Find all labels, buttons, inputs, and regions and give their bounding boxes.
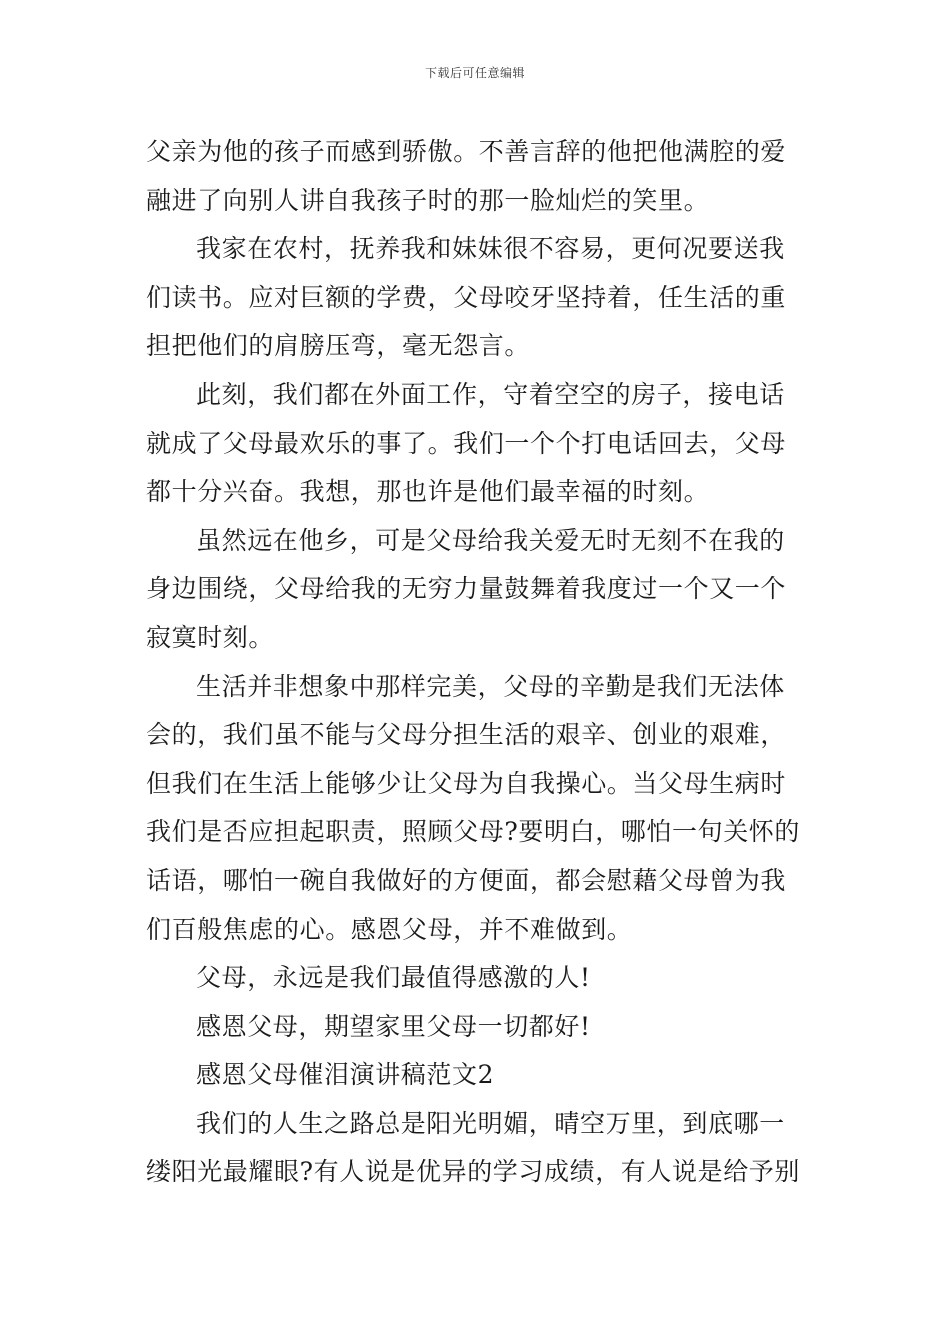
paragraph: [146, 1100, 808, 1197]
paragraph: [146, 128, 808, 225]
text-line: 寂寞时刻。: [146, 622, 275, 652]
text-line: 此刻，我们都在外面工作，守着空空的房子，接电话: [196, 379, 785, 409]
text-line: 我家在农村，抚养我和妹妹很不容易，更何况要送我: [196, 234, 785, 264]
paragraph: [146, 1003, 808, 1052]
text-line: 缕阳光最耀眼?有人说是优异的学习成绩，有人说是给予别: [146, 1157, 801, 1187]
paragraph: [146, 371, 808, 517]
text-line: 们百般焦虑的心。感恩父母，并不难做到。: [146, 914, 633, 944]
text-line: 父母，永远是我们最值得感激的人!: [196, 963, 591, 993]
text-line: 生活并非想象中那样完美，父母的辛勤是我们无法体: [196, 671, 785, 701]
text-line: 都十分兴奋。我想，那也许是他们最幸福的时刻。: [146, 477, 710, 507]
text-line: 虽然远在他乡，可是父母给我关爱无时无刻不在我的: [196, 525, 785, 555]
text-line: 会的，我们虽不能与父母分担生活的艰辛、创业的艰难，: [146, 720, 787, 750]
page-header-note: 下载后可任意编辑: [424, 66, 525, 80]
text-line: 感恩父母催泪演讲稿范文2: [196, 1060, 495, 1090]
text-line: 就成了父母最欢乐的事了。我们一个个打电话回去，父母: [146, 428, 787, 458]
text-line: 但我们在生活上能够少让父母为自我操心。当父母生病时: [146, 768, 787, 798]
text-line: 担把他们的肩膀压弯，毫无怨言。: [146, 331, 531, 361]
paragraph: [146, 954, 808, 1003]
text-line: 感恩父母，期望家里父母一切都好!: [196, 1011, 591, 1041]
document-body: [146, 128, 808, 1197]
text-line: 话语，哪怕一碗自我做好的方便面，都会慰藉父母曾为我: [146, 865, 787, 895]
section-title: [146, 1051, 808, 1100]
text-line: 融进了向别人讲自我孩子时的那一脸灿烂的笑里。: [146, 185, 710, 215]
text-line: 我们是否应担起职责，照顾父母?要明白，哪怕一句关怀的: [146, 817, 801, 847]
paragraph: [146, 517, 808, 663]
text-line: 们读书。应对巨额的学费，父母咬牙坚持着，任生活的重: [146, 282, 787, 312]
text-line: 我们的人生之路总是阳光明媚，晴空万里，到底哪一: [196, 1108, 785, 1138]
paragraph: [146, 225, 808, 371]
paragraph: [146, 663, 808, 955]
text-line: 身边围绕，父母给我的无穷力量鼓舞着我度过一个又一个: [146, 574, 787, 604]
text-line: 父亲为他的孩子而感到骄傲。不善言辞的他把他满腔的爱: [146, 137, 787, 166]
